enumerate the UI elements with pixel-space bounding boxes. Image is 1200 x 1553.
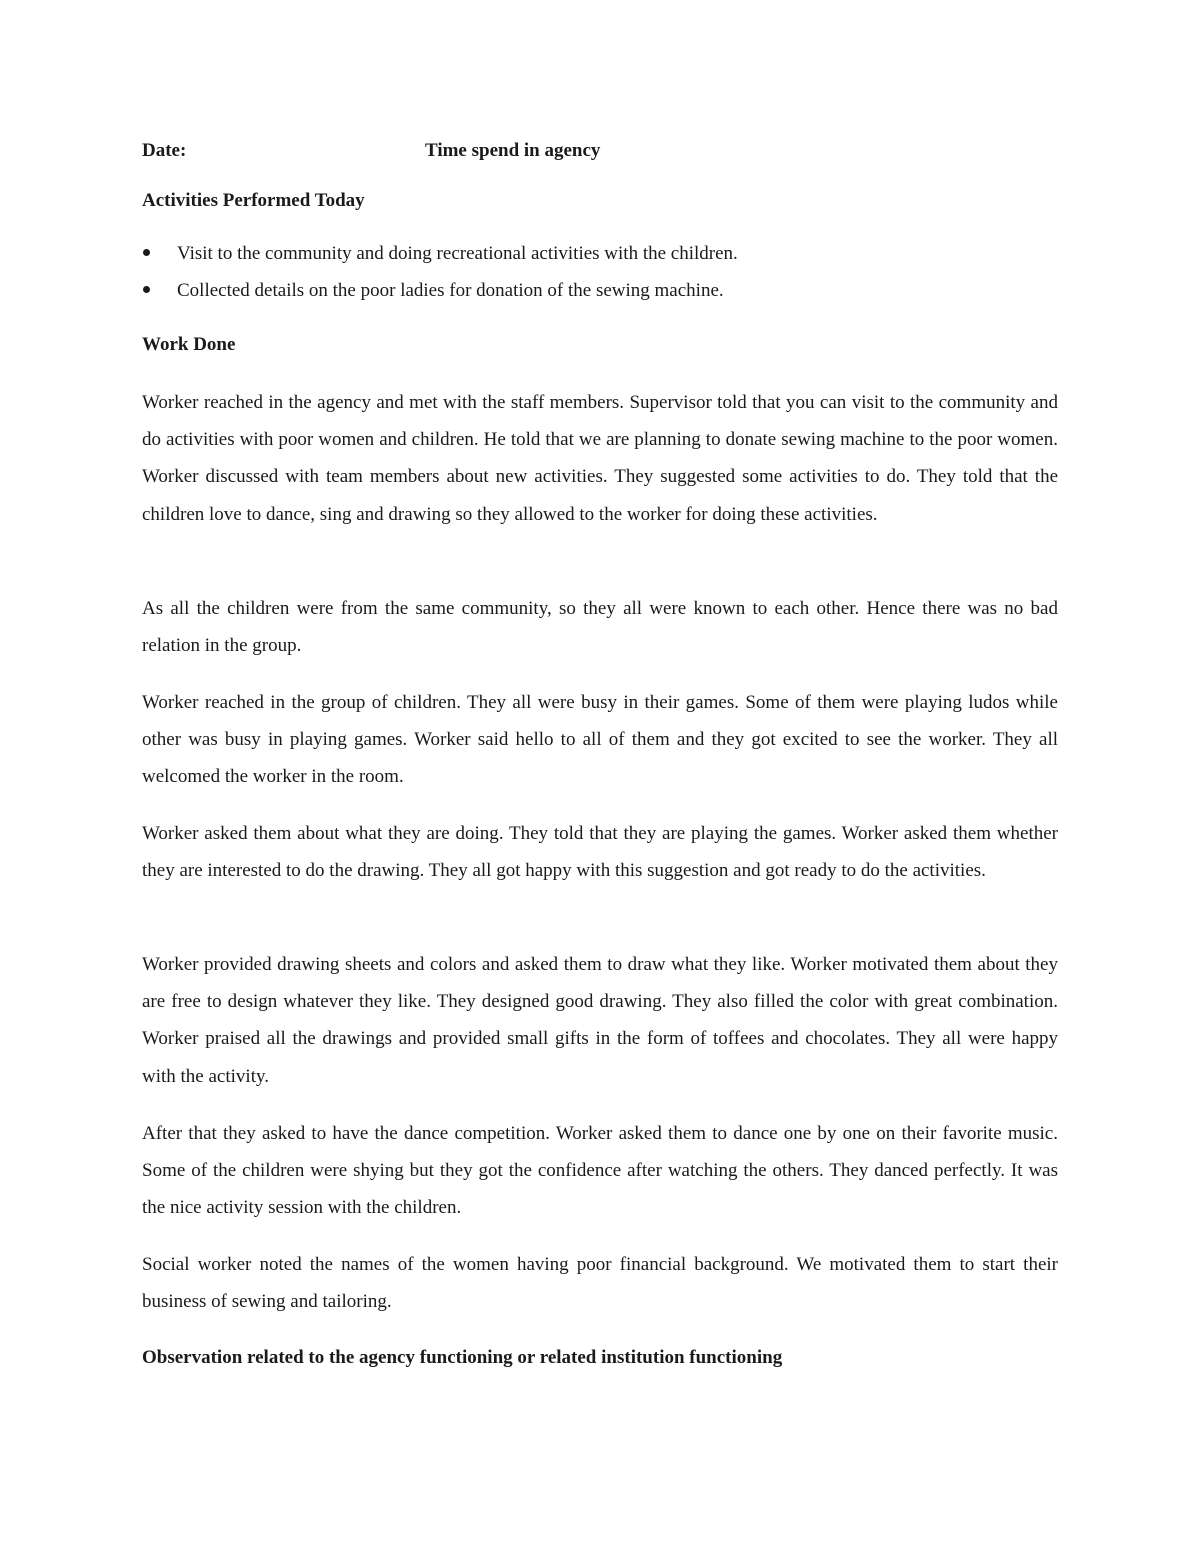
work-paragraph-5: Worker provided drawing sheets and colors and asked them to draw what they like. Worker motivated them about they are free to design whatever they like. They designed good drawing. They also filled the color with great combination. Worker praised all the drawings and provided small gifts in the form of toffees and chocolates. They all were happy with the activity. [142,954,1058,1087]
work-paragraph-7: Social worker noted the names of the women having poor financial background. We motivated them to start their business of sewing and tailoring. [142,1254,1058,1313]
document-page [142,0,1058,1553]
activity-item-text: Collected details on the poor ladies for donation of the sewing machine. [177,280,724,301]
bullet-icon [143,286,150,293]
date-label: Date: [142,140,187,161]
activity-item [142,240,1058,277]
time-spend-label: Time spend in agency [425,140,601,161]
activities-heading: Activities Performed Today [142,190,365,211]
activity-item-text: Visit to the community and doing recreational activities with the children. [177,243,738,264]
work-paragraph-6: After that they asked to have the dance competition. Worker asked them to dance one by one on their favorite music. Some of the children were shying but they got the confidence after watching the others. They danced perfectly. It was the nice activity session with the children. [142,1123,1058,1219]
work-paragraph-3: Worker reached in the group of children. They all were busy in their games. Some of them were playing ludos while other was busy in playing games. Worker said hello to all of them and they got excited to see the worker. They all welcomed the worker in the room. [142,692,1058,788]
header-line [142,140,1058,168]
work-paragraph-2: As all the children were from the same community, so they all were known to each other. Hence there was no bad relation in the group. [142,598,1058,657]
work-paragraph-4: Worker asked them about what they are doing. They told that they are playing the games. Worker asked them whether they are interested to do the drawing. They all got happy with this suggestion and got ready to do the activities. [142,823,1058,882]
observation-heading: Observation related to the agency functioning or related institution functioning [142,1347,783,1368]
activity-item [142,277,1058,314]
work-paragraph-1: Worker reached in the agency and met with the staff members. Supervisor told that you can visit to the community and do activities with poor women and children. He told that we are planning to donate sewing machine to the poor women. Worker discussed with team members about new activities. They suggested some activities to do. They told that the children love to dance, sing and drawing so they allowed to the worker for doing these activities. [142,392,1058,525]
bullet-icon [143,249,150,256]
work-done-heading: Work Done [142,334,236,355]
activities-list [142,240,1058,314]
